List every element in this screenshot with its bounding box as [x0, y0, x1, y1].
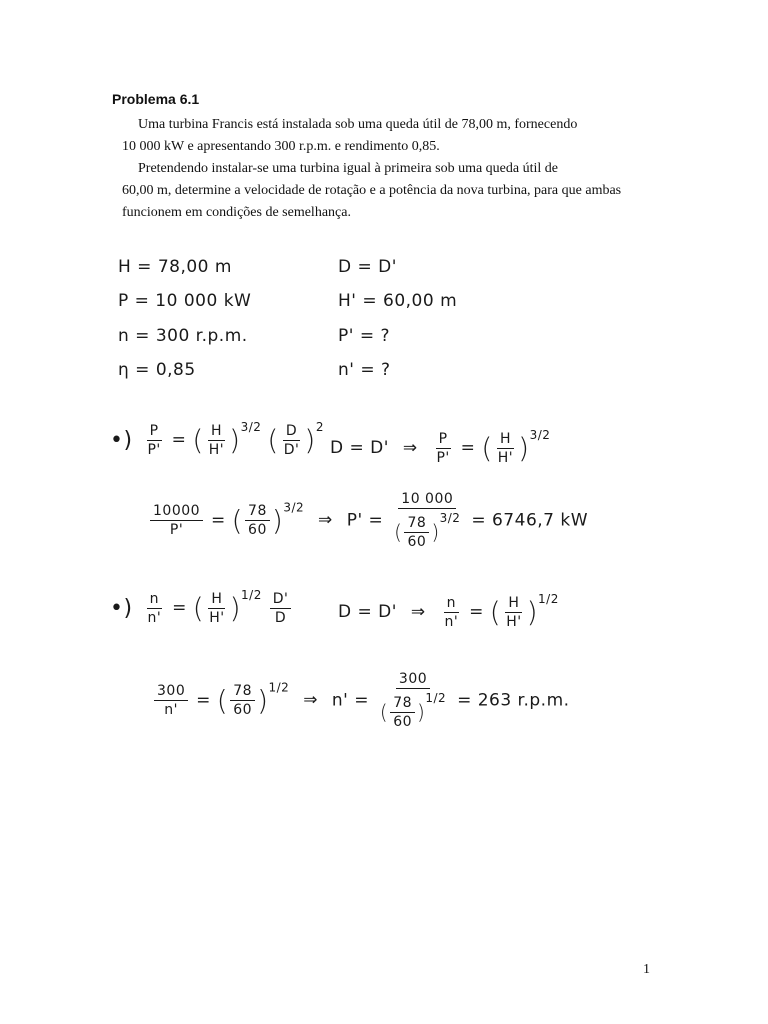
fraction: $\frac{H}{H'}$: [209, 590, 225, 626]
equation-speed-law: •) $\frac{n}{n'}$ = ( $\frac{H}{H'}$ )$^{1/2}$ $\frac{D'}{D}$: [110, 588, 293, 627]
given-efficiency: η = 0,85: [118, 360, 196, 380]
fraction: 300 ( $\frac{78}{60}$ )1/2: [379, 671, 447, 730]
fraction: $\frac{78}{60}$: [245, 502, 270, 539]
given-new-height: H' = 60,00 m: [338, 291, 458, 311]
equation-power-law: •) $\frac{P}{P'}$ = ( $\frac{H}{H'}$ )$^{3/2}$ ( $\frac{D}{D'}$ )$^2$: [110, 420, 324, 458]
problem-title: Problema 6.1: [112, 91, 200, 107]
power-result-value: = 6746,7 kW: [471, 510, 589, 531]
fraction: 10 000 ( $\frac{78}{60}$ )3/2: [394, 491, 461, 550]
given-diameter-equality: D = D': [338, 257, 397, 277]
page-number: 1: [643, 962, 650, 977]
problem-paragraph-2: [122, 158, 642, 224]
fraction: $\frac{H}{H'}$: [208, 422, 225, 458]
fraction: $\frac{300}{n'}$: [154, 682, 188, 719]
speed-result-value: = 263 r.p.m.: [457, 690, 570, 711]
equation-power-result: $\frac{10000}{P'}$ = ( $\frac{78}{60}$ )$^{3/2}$ ⇒ P' = 10 000 ( $\frac{78}{60}$ )3/2 = 6746,7 kW: [148, 490, 588, 551]
fraction: $\frac{n}{n'}$: [147, 590, 162, 626]
given-speed: n = 300 r.p.m.: [118, 326, 248, 346]
paragraph-line: funcionem em condições de semelhança.: [122, 205, 351, 220]
equation-speed-law-simplified: D = D' ⇒ $\frac{n}{n'}$ = ( $\frac{H}{H'}$ )$^{1/2}$: [338, 592, 559, 630]
problem-paragraph-1: [122, 114, 642, 158]
paragraph-line: 10 000 kW e apresentando 300 r.p.m. e rendimento 0,85.: [122, 139, 440, 154]
fraction: $\frac{D'}{D}$: [270, 590, 292, 627]
paragraph-line: 60,00 m, determine a velocidade de rotação e a potência da nova turbina, para que ambas: [122, 183, 622, 198]
fraction: $\frac{78}{60}$: [230, 682, 255, 719]
fraction: $\frac{P}{P'}$: [436, 430, 450, 466]
given-power: P = 10 000 kW: [118, 291, 252, 311]
fraction: $\frac{P}{P'}$: [147, 422, 161, 458]
fraction: $\frac{H}{H'}$: [497, 430, 514, 466]
paragraph-line: Pretendendo instalar-se uma turbina igual à primeira sob uma queda útil de: [138, 161, 558, 176]
fraction: $\frac{H}{H'}$: [506, 594, 522, 630]
fraction: $\frac{10000}{P'}$: [150, 502, 203, 539]
given-height: H = 78,00 m: [118, 257, 232, 277]
fraction: $\frac{D}{D'}$: [283, 422, 300, 458]
equation-power-law-simplified: D = D' ⇒ $\frac{P}{P'}$ = ( $\frac{H}{H'}$ )$^{3/2}$: [330, 428, 551, 466]
fraction: $\frac{n}{n'}$: [444, 594, 459, 630]
unknown-new-speed: n' = ?: [338, 360, 391, 380]
equation-speed-result: $\frac{300}{n'}$ = ( $\frac{78}{60}$ )$^{1/2}$ ⇒ n' = 300 ( $\frac{78}{60}$ )1/2 = 263 r.p.m.: [152, 670, 570, 731]
unknown-new-power: P' = ?: [338, 326, 390, 346]
bullet-marker: •): [110, 595, 133, 621]
bullet-marker: •): [110, 427, 133, 453]
paragraph-line: Uma turbina Francis está instalada sob uma queda útil de 78,00 m, fornecendo: [138, 117, 578, 132]
